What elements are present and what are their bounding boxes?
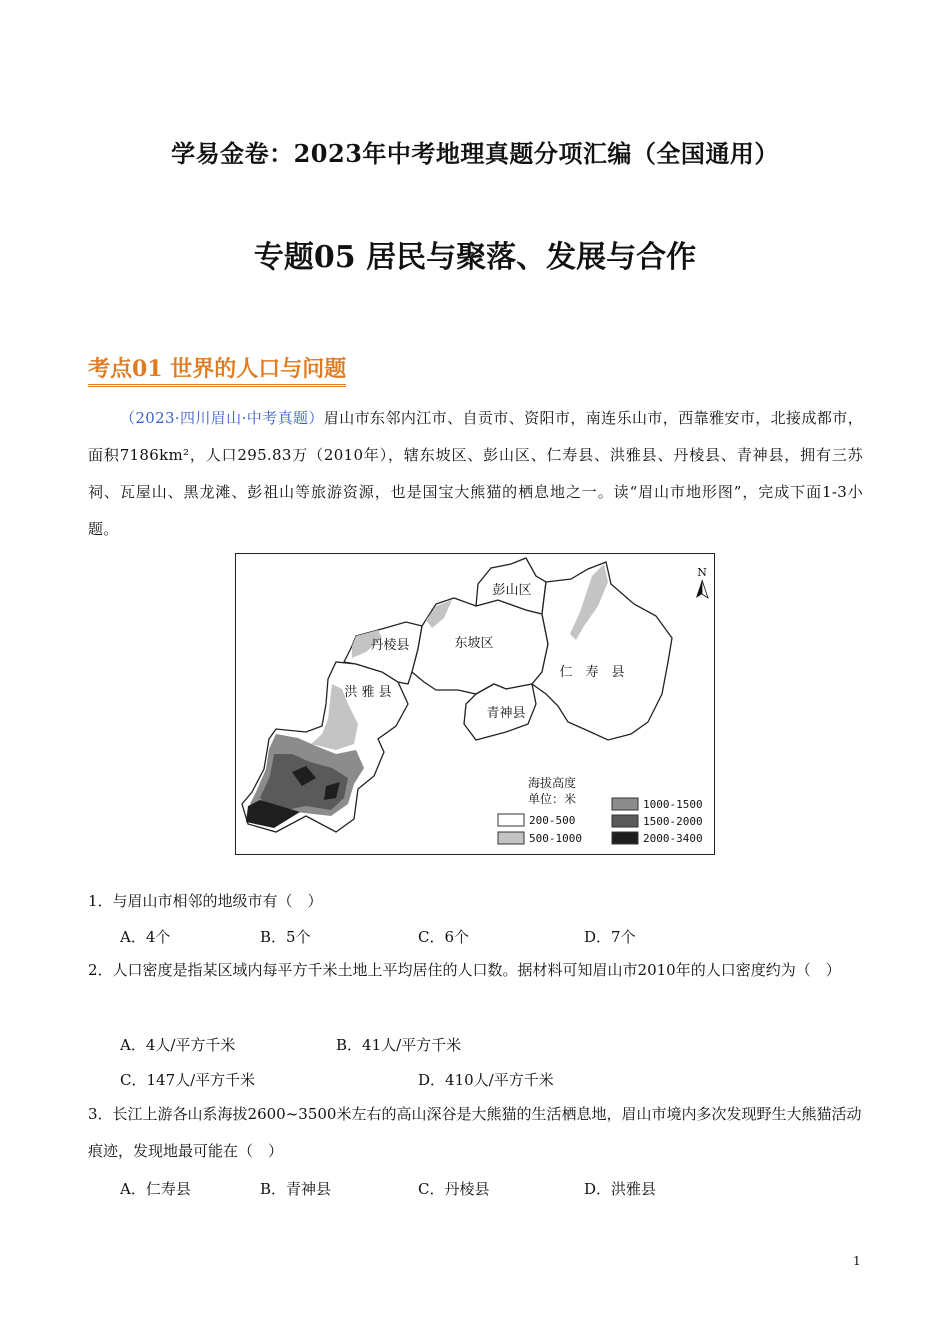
legend-label-2: 500-1000 [529,832,582,845]
label-qingshen: 青神县 [486,706,526,721]
terrain-map [235,553,715,855]
question-2-option-b[interactable]: B．41人/平方千米 [336,1036,462,1054]
question-3-option-c[interactable]: C．丹棱县 [418,1180,490,1198]
legend-label-1: 200-500 [529,814,576,827]
question-3-option-d[interactable]: D．洪雅县 [584,1180,657,1198]
north-arrow-icon [696,580,702,598]
question-1-option-d[interactable]: D．7个 [584,928,636,946]
intro-text: 眉山市东邻内江市、自贡市、资阳市，南连乐山市，西靠雅安市，北接成都市，面积7186km²，人口295.83万（2010年），辖东坡区、彭山区、仁寿县、洪雅县、丹棱县、青神县，拥有三苏祠、瓦屋山、黑龙滩、彭祖山等旅游资源，也是国宝大熊猫的栖息地之一。读“眉山市地形图”，完成下面1-3小题。 [88,409,863,538]
question-2-option-a[interactable]: A．4人/平方千米 [120,1036,236,1054]
legend-label-3: 1000-1500 [643,798,703,811]
question-3-stem: 3．长江上游各山系海拔2600~3500米左右的高山深谷是大熊猫的生活栖息地，眉山市境内多次发现野生大熊猫活动痕迹，发现地最可能在（ ） [88,1105,862,1160]
intro-source: （2023·四川眉山·中考真题） [120,409,324,427]
map-svg [236,554,716,856]
question-1-stem: 1．与眉山市相邻的地级市有（ ） [88,892,323,910]
question-3-option-a[interactable]: A．仁寿县 [120,1180,191,1198]
main-title: 学易金卷：2023年中考地理真题分项汇编（全国通用） [171,139,779,168]
legend-swatch-2 [498,832,524,844]
question-2-option-d[interactable]: D．410人/平方千米 [418,1071,554,1089]
legend-swatch-3 [612,798,638,810]
intro-paragraph [88,400,863,548]
north-label: N [697,566,707,579]
label-danleng: 丹棱县 [370,638,410,653]
label-hongya: 洪 雅 县 [344,685,392,700]
sub-title: 专题05 居民与聚落、发展与合作 [253,240,697,275]
section-heading: 考点01 世界的人口与问题 [88,352,346,387]
legend-swatch-1 [498,814,524,826]
question-1-option-b[interactable]: B．5个 [260,928,311,946]
label-renshou: 仁 寿 县 [559,665,625,680]
legend-label-4: 1500-2000 [643,815,703,828]
label-dongpo: 东坡区 [454,636,494,651]
label-pengshan: 彭山区 [492,583,532,598]
legend-swatch-4 [612,815,638,827]
legend-label-5: 2000-3400 [643,832,703,845]
page-number: 1 [853,1254,861,1268]
question-2-option-c[interactable]: C．147人/平方千米 [120,1071,256,1089]
legend-unit: 单位：米 [528,792,577,806]
question-1-option-c[interactable]: C．6个 [418,928,470,946]
question-1-option-a[interactable]: A．4个 [120,928,171,946]
question-3-option-b[interactable]: B．青神县 [260,1180,332,1198]
legend-title: 海拔高度 [528,776,577,790]
legend-swatch-5 [612,832,638,844]
question-2-stem: 2．人口密度是指某区域内每平方千米土地上平均居住的人口数。据材料可知眉山市2010年的人口密度约为（ ） [88,961,841,979]
